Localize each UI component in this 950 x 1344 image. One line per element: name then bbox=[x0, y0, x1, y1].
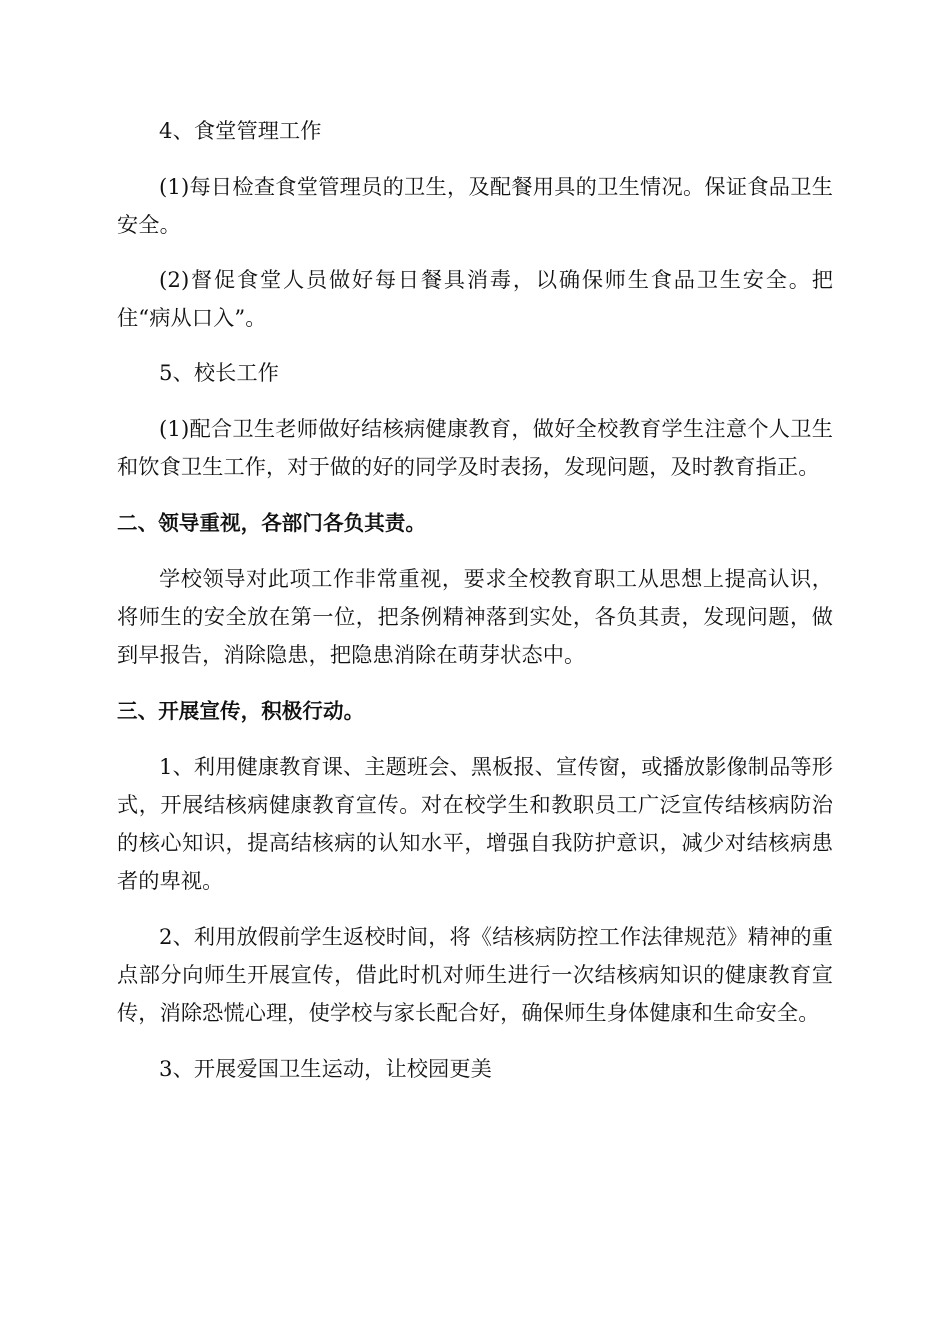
paragraph-principal-duties: (1)配合卫生老师做好结核病健康教育，做好全校教育学生注意个人卫生和饮食卫生工作，对于做的好的同学及时表扬，发现问题，及时教育指正。 bbox=[117, 416, 833, 479]
section-item-patriotic-hygiene: 3、开展爱国卫生运动，让校园更美 bbox=[159, 1056, 492, 1081]
paragraph-canteen-hygiene-check: (1)每日检查食堂管理员的卫生，及配餐用具的卫生情况。保证食品卫生安全。 bbox=[117, 174, 833, 237]
heading-publicity: 三、开展宣传，积极行动。 bbox=[117, 699, 365, 723]
paragraph-publicity-1: 1、利用健康教育课、主题班会、黑板报、宣传窗，或播放影像制品等形式，开展结核病健康教育宣传。对在校学生和教职员工广泛宣传结核病防治的核心知识，提高结核病的认知水平，增强自我防护意识，减少对结核病患者的卑视。 bbox=[117, 754, 833, 893]
section-item-canteen: 4、食堂管理工作 bbox=[159, 118, 322, 143]
heading-leadership: 二、领导重视，各部门各负其责。 bbox=[117, 511, 426, 535]
paragraph-canteen-disinfection: (2)督促食堂人员做好每日餐具消毒，以确保师生食品卫生安全。把住“病从口入”。 bbox=[117, 267, 833, 330]
document-body bbox=[117, 112, 833, 1088]
section-item-principal: 5、校长工作 bbox=[159, 360, 280, 385]
paragraph-publicity-2: 2、利用放假前学生返校时间，将《结核病防控工作法律规范》精神的重点部分向师生开展宣传，借此时机对师生进行一次结核病知识的健康教育宣传，消除恐慌心理，使学校与家长配合好，确保师生身体健康和生命安全。 bbox=[117, 924, 833, 1025]
paragraph-leadership: 学校领导对此项工作非常重视，要求全校教育职工从思想上提高认识，将师生的安全放在第一位，把条例精神落到实处，各负其责，发现问题，做到早报告，消除隐患，把隐患消除在萌芽状态中。 bbox=[117, 566, 833, 667]
